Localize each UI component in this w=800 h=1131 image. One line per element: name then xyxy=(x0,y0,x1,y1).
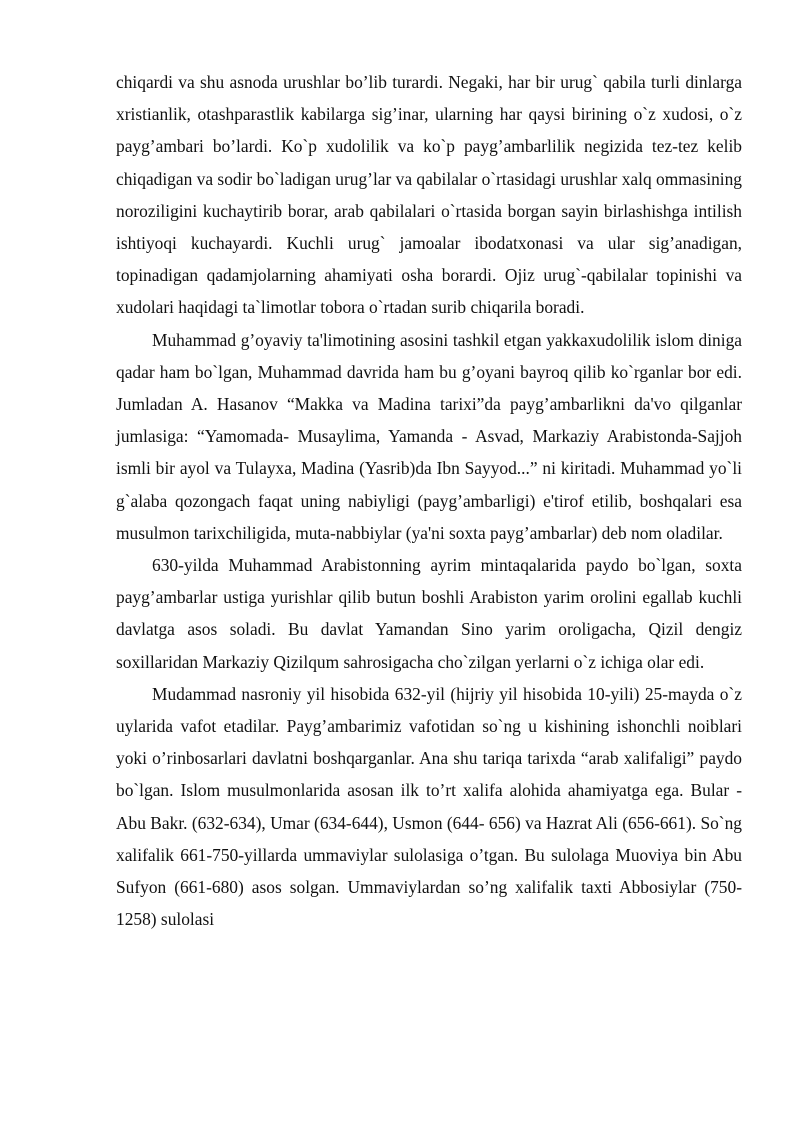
document-page xyxy=(116,66,742,935)
paragraph-monotheism: Muhammad g’oyaviy ta'limotining asosini tashkil etgan yakkaxudolilik islom diniga qadar ham bo`lgan, Muhammad davrida ham bu g’oyani bayroq qilib ko`rganlar bor edi. Jumladan A. Hasanov “Makka va Madina tarixi”da payg’ambarlikni da'vo qilganlar jumlasiga: “Yamomada- Musaylima, Yamanda - Asvad, Markaziy Arabistonda-Sajjoh ismli bir ayol va Tulayxa, Madina (Yasrib)da Ibn Sayyod...” ni kiritadi. Muhammad yo`li g`alaba qozongach faqat uning nabiyligi (payg’ambarligi) e'tirof etilib, boshqalari esa musulmon tarixchiligida, muta-nabbiylar (ya'ni soxta payg’ambarlar) deb nom oladilar. xyxy=(116,329,742,543)
paragraph-arabian-state: 630-yilda Muhammad Arabistonning ayrim mintaqalarida paydo bo`lgan, soxta payg’ambarlar ustiga yurishlar qilib butun boshli Arabiston yarim orolini egallab kuchli davlatga asos soladi. Bu davlat Yamandan Sino yarim oroligacha, Qizil dengiz soxillaridan Markaziy Qizilqum sahrosigacha cho`zilgan yerlarni o`z ichiga olar edi. xyxy=(116,555,742,672)
paragraph-caliphate: Mudammad nasroniy yil hisobida 632-yil (hijriy yil hisobida 10-yili) 25-mayda o`z uylarida vafot etadilar. Payg’ambarimiz vafotidan so`ng u kishining ishonchli noiblari yoki o’rinbosarlari davlatni boshqarganlar. Ana shu tariqa tarixda “arab xalifaligi” paydo bo`lgan. Islom musulmonlarida asosan ilk to’rt xalifa alohida ahamiyatga ega. Bular - Abu Bakr. (632-634), Umar (634-644), Usmon (644- 656) va Hazrat Ali (656-661). So`ng xalifalik 661-750-yillarda ummaviylar sulolasiga o’tgan. Bu sulolaga Muoviya bin Abu Sufyon (661-680) asos solgan. Ummaviylardan so’ng xalifalik taxti Abbosiylar (750-1258) sulolasi xyxy=(116,683,742,930)
paragraph-continuation: chiqardi va shu asnoda urushlar bo’lib turardi. Negaki, har bir urug` qabila turli dinlarga xristianlik, otashparastlik kabilarga sig’inar, ularning har qaysi birining o`z xudosi, o`z payg’ambari bo’lardi. Ko`p xudolilik va ko`p payg’ambarlilik negizida tez-tez kelib chiqadigan va sodir bo`ladigan urug’lar va qabilalar o`rtasidagi urushlar xalq ommasining noroziligini kuchaytirib borar, arab qabilalari o`rtasida borgan sayin birlashishga intilish ishtiyoqi kuchayardi. Kuchli urug` jamoalar ibodatxonasi va ular sig’anadigan, topinadigan qadamjolarning ahamiyati osha borardi. Ojiz urug`-qabilalar topinishi va xudolari haqidagi ta`limotlar tobora o`rtadan surib chiqarila boradi. xyxy=(116,72,742,318)
